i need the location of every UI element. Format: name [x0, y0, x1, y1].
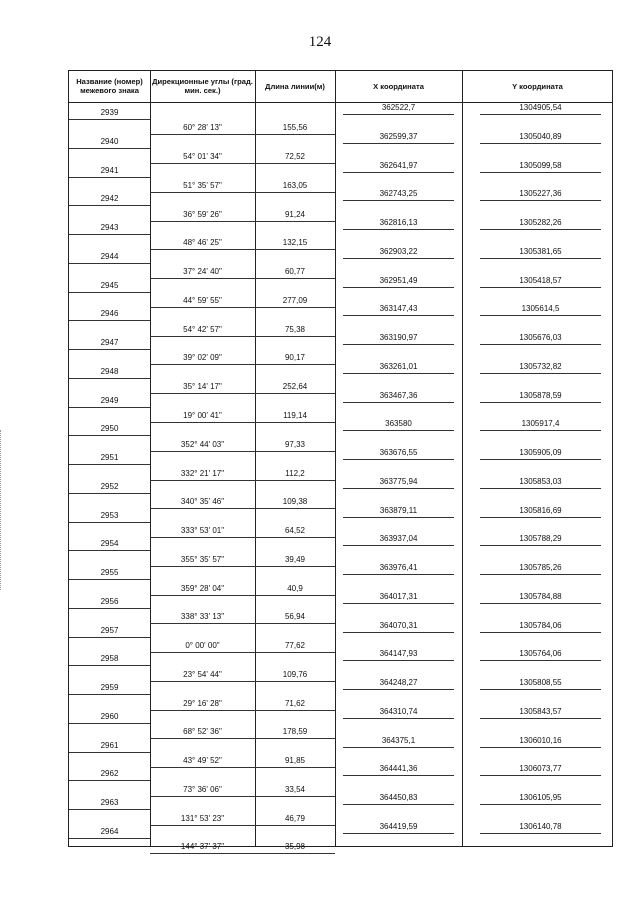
- row-underline: [150, 163, 255, 164]
- row-underline: [343, 402, 454, 403]
- row-underline: [150, 192, 255, 193]
- direction-angle: 333° 53' 01": [180, 526, 225, 536]
- direction-angle: 35° 14' 17": [183, 382, 222, 392]
- row-underline: [343, 804, 454, 805]
- line-length: 91,85: [284, 756, 306, 766]
- point-name: 2964: [100, 827, 119, 836]
- line-length: 90,17: [284, 353, 306, 363]
- row-underline: [150, 566, 255, 567]
- y-coordinate: 1305808,55: [519, 678, 562, 688]
- point-name: 2940: [100, 136, 119, 146]
- direction-angle: 23° 54' 44": [183, 669, 222, 679]
- line-length: 60,77: [284, 267, 306, 277]
- page-number: 124: [308, 34, 332, 50]
- y-coordinate: 1305614,5: [521, 304, 560, 314]
- point-name: 2944: [100, 251, 119, 261]
- row-underline: [69, 435, 150, 436]
- x-coordinate: 362599,37: [379, 131, 418, 141]
- header-y: Y координата: [512, 81, 563, 91]
- y-coordinate: 1305282,26: [519, 218, 562, 228]
- line-length: 46,79: [284, 813, 306, 823]
- row-underline: [69, 608, 150, 609]
- y-coordinate: 1305381,65: [519, 246, 562, 256]
- row-underline: [69, 579, 150, 580]
- row-underline: [343, 517, 454, 518]
- coordinates-table: [68, 70, 613, 852]
- row-underline: [343, 545, 454, 546]
- row-underline: [69, 378, 150, 379]
- scan-edge-mark: [0, 430, 4, 590]
- row-underline: [69, 752, 150, 753]
- x-coordinate: 363676,55: [379, 448, 418, 458]
- row-underline: [150, 422, 255, 423]
- row-underline: [480, 488, 601, 489]
- x-coordinate: 362743,25: [379, 189, 418, 199]
- row-underline: [150, 623, 255, 624]
- row-underline: [480, 718, 601, 719]
- row-underline: [255, 249, 335, 250]
- line-length: 132,15: [282, 238, 308, 248]
- row-underline: [343, 660, 454, 661]
- row-underline: [255, 307, 335, 308]
- header-length: Длина линии(м): [265, 81, 325, 91]
- y-coordinate: 1305099,58: [519, 160, 562, 170]
- y-coordinate: 1305676,03: [519, 333, 562, 343]
- row-underline: [150, 652, 255, 653]
- line-length: 119,14: [283, 410, 307, 420]
- y-coordinate: 1305784,06: [519, 620, 562, 630]
- y-coordinate: 1305732,82: [519, 361, 562, 371]
- direction-angle: 37° 24' 40": [183, 267, 222, 277]
- row-underline: [255, 738, 335, 739]
- row-underline: [150, 738, 255, 739]
- row-underline: [343, 114, 454, 115]
- row-underline: [343, 229, 454, 230]
- row-underline: [480, 200, 601, 201]
- row-underline: [343, 430, 454, 431]
- table-body: [69, 103, 612, 852]
- row-underline: [480, 430, 601, 431]
- direction-angle: 60° 28' 13": [183, 123, 222, 133]
- point-name: 2939: [100, 108, 119, 117]
- point-name: 2951: [100, 453, 119, 463]
- row-underline: [255, 853, 335, 854]
- line-length: 252,64: [282, 382, 308, 392]
- row-underline: [69, 148, 150, 149]
- direction-angle: 0° 00' 00": [185, 641, 220, 651]
- row-underline: [343, 689, 454, 690]
- row-underline: [150, 710, 255, 711]
- x-coordinate: 364017,31: [379, 591, 418, 601]
- row-underline: [343, 574, 454, 575]
- row-underline: [255, 221, 335, 222]
- direction-angle: 355° 35' 57": [180, 554, 225, 564]
- y-coordinate: 1305878,59: [519, 390, 562, 400]
- line-length: 71,62: [284, 698, 306, 708]
- row-underline: [150, 364, 255, 365]
- row-underline: [480, 574, 601, 575]
- row-underline: [480, 660, 601, 661]
- line-length: 33,54: [284, 784, 306, 794]
- x-coordinate: 364450,83: [379, 793, 418, 803]
- row-underline: [480, 833, 601, 834]
- line-length: 64,52: [284, 526, 306, 536]
- row-underline: [150, 508, 255, 509]
- direction-angle: 19° 00' 41": [183, 410, 222, 420]
- row-underline: [343, 200, 454, 201]
- y-coordinate: 1305040,89: [519, 131, 562, 141]
- row-underline: [150, 249, 255, 250]
- row-underline: [343, 747, 454, 748]
- direction-angle: 352° 44' 03": [180, 439, 225, 449]
- point-name: 2963: [100, 798, 119, 808]
- line-length: 163,05: [282, 180, 308, 190]
- point-name: 2942: [100, 194, 119, 204]
- point-name: 2957: [100, 625, 119, 635]
- row-underline: [343, 718, 454, 719]
- row-underline: [255, 767, 335, 768]
- row-underline: [69, 637, 150, 638]
- header-angles: Дирекционные углы (град. мин. сек.): [152, 77, 253, 95]
- row-underline: [343, 344, 454, 345]
- row-underline: [343, 488, 454, 489]
- direction-angle: 144° 37' 37": [180, 842, 225, 852]
- line-length: 178,59: [282, 727, 308, 737]
- x-coordinate: 363879,11: [379, 505, 418, 515]
- x-coordinate: 364070,31: [379, 620, 418, 630]
- y-coordinate: 1305816,69: [519, 505, 562, 515]
- row-underline: [343, 833, 454, 834]
- row-underline: [255, 393, 335, 394]
- point-name: 2960: [100, 711, 119, 721]
- row-underline: [480, 632, 601, 633]
- line-length: 109,76: [282, 669, 308, 679]
- y-coordinate: 1306073,77: [519, 764, 562, 774]
- line-length: 39,49: [284, 554, 306, 564]
- y-coordinate: 1306105,95: [519, 793, 562, 803]
- row-underline: [343, 632, 454, 633]
- point-name: 2962: [100, 769, 119, 779]
- y-coordinate: 1305788,29: [519, 534, 562, 544]
- line-length: 155,56: [282, 123, 308, 133]
- header-name: Название (номер) межевого знака: [76, 77, 143, 95]
- row-underline: [150, 681, 255, 682]
- point-name: 2945: [100, 280, 119, 290]
- point-name: 2947: [100, 338, 119, 348]
- direction-angle: 332° 21' 17": [180, 468, 225, 478]
- x-coordinate: 363580: [385, 419, 412, 429]
- direction-angle: 39° 02' 09": [183, 353, 222, 363]
- direction-angle: 51° 35' 57": [183, 180, 222, 190]
- direction-angle: 73° 36' 06": [183, 784, 222, 794]
- x-coordinate: 362903,22: [379, 246, 418, 256]
- row-underline: [480, 114, 601, 115]
- line-length: 91,24: [284, 209, 306, 219]
- y-coordinate: 1305843,57: [519, 706, 562, 716]
- direction-angle: 48° 46' 25": [183, 238, 222, 248]
- row-underline: [480, 459, 601, 460]
- x-coordinate: 363261,01: [379, 361, 418, 371]
- row-underline: [69, 464, 150, 465]
- row-underline: [480, 775, 601, 776]
- row-underline: [255, 566, 335, 567]
- header-x: X координата: [373, 81, 424, 91]
- row-underline: [255, 364, 335, 365]
- row-underline: [69, 694, 150, 695]
- x-coordinate: 364375,1: [381, 735, 416, 745]
- direction-angle: 131° 53' 23": [180, 813, 225, 823]
- x-coordinate: 364248,27: [379, 678, 418, 688]
- x-coordinate: 363190,97: [379, 333, 418, 343]
- row-underline: [69, 234, 150, 235]
- row-underline: [343, 172, 454, 173]
- point-name: 2946: [100, 309, 119, 319]
- row-underline: [150, 221, 255, 222]
- line-length: 112,2: [285, 468, 305, 478]
- row-underline: [69, 205, 150, 206]
- x-coordinate: 364147,93: [379, 649, 418, 659]
- point-name: 2953: [100, 510, 119, 520]
- y-coordinate: 1305418,57: [519, 275, 562, 285]
- x-coordinate: 363147,43: [379, 304, 418, 314]
- y-coordinate: 1305764,06: [519, 649, 562, 659]
- row-underline: [255, 192, 335, 193]
- point-name: 2954: [100, 539, 119, 549]
- row-underline: [480, 804, 601, 805]
- x-coordinate: 362951,49: [379, 275, 418, 285]
- x-coordinate: 363775,94: [379, 476, 418, 486]
- y-coordinate: 1305905,09: [519, 448, 562, 458]
- row-underline: [69, 349, 150, 350]
- row-underline: [255, 537, 335, 538]
- direction-angle: 29° 16' 28": [183, 698, 222, 708]
- y-coordinate: 1306140,78: [519, 822, 562, 831]
- x-coordinate: 363937,04: [379, 534, 418, 544]
- row-underline: [343, 775, 454, 776]
- line-length: 97,33: [284, 439, 306, 449]
- row-underline: [255, 134, 335, 135]
- y-coordinate: 1305853,03: [519, 476, 562, 486]
- row-underline: [255, 825, 335, 826]
- y-coordinate: 1305227,36: [519, 189, 562, 199]
- row-underline: [255, 508, 335, 509]
- row-underline: [69, 838, 150, 839]
- row-underline: [69, 493, 150, 494]
- row-underline: [480, 517, 601, 518]
- row-underline: [255, 681, 335, 682]
- y-coordinate: 1304905,54: [519, 103, 562, 112]
- row-underline: [480, 747, 601, 748]
- row-underline: [150, 537, 255, 538]
- direction-angle: 54° 01' 34": [183, 152, 222, 162]
- y-coordinate: 1305784,88: [519, 591, 562, 601]
- row-underline: [480, 344, 601, 345]
- row-underline: [69, 723, 150, 724]
- row-underline: [343, 459, 454, 460]
- direction-angle: 54° 42' 57": [183, 324, 222, 334]
- line-length: 56,94: [284, 612, 306, 622]
- row-underline: [150, 825, 255, 826]
- row-underline: [150, 393, 255, 394]
- y-coordinate: 1305785,26: [519, 563, 562, 573]
- row-underline: [480, 315, 601, 316]
- line-length: 35,98: [284, 842, 306, 852]
- row-underline: [480, 287, 601, 288]
- x-coordinate: 363976,41: [379, 563, 418, 573]
- row-underline: [480, 373, 601, 374]
- row-underline: [150, 307, 255, 308]
- y-coordinate: 1306010,16: [519, 735, 562, 745]
- row-underline: [69, 320, 150, 321]
- point-name: 2956: [100, 596, 119, 606]
- y-coordinate: 1305917,4: [521, 419, 560, 429]
- line-length: 109,38: [282, 497, 308, 507]
- row-underline: [69, 665, 150, 666]
- line-length: 277,09: [282, 295, 308, 305]
- line-length: 40,9: [287, 583, 303, 593]
- row-underline: [480, 603, 601, 604]
- row-underline: [150, 595, 255, 596]
- row-underline: [343, 287, 454, 288]
- line-length: 72,52: [284, 152, 306, 162]
- point-name: 2941: [100, 165, 119, 175]
- row-underline: [69, 780, 150, 781]
- row-underline: [150, 796, 255, 797]
- row-underline: [69, 550, 150, 551]
- line-length: 77,62: [284, 641, 306, 651]
- point-name: 2959: [100, 683, 119, 693]
- row-underline: [480, 143, 601, 144]
- x-coordinate: 364441,36: [379, 764, 418, 774]
- row-underline: [480, 545, 601, 546]
- direction-angle: 43° 49' 52": [183, 756, 222, 766]
- direction-angle: 340° 35' 46": [180, 497, 225, 507]
- row-underline: [343, 315, 454, 316]
- row-underline: [255, 623, 335, 624]
- row-underline: [255, 451, 335, 452]
- row-underline: [480, 229, 601, 230]
- row-underline: [255, 480, 335, 481]
- row-underline: [150, 767, 255, 768]
- row-underline: [255, 278, 335, 279]
- row-underline: [255, 796, 335, 797]
- direction-angle: 36° 59' 26": [183, 209, 222, 219]
- x-coordinate: 364310,74: [379, 706, 418, 716]
- x-coordinate: 362816,13: [379, 218, 418, 228]
- x-coordinate: 363467,36: [379, 390, 418, 400]
- point-name: 2949: [100, 395, 119, 405]
- row-underline: [343, 373, 454, 374]
- direction-angle: 359° 28' 04": [180, 583, 225, 593]
- row-underline: [255, 652, 335, 653]
- row-underline: [69, 263, 150, 264]
- row-underline: [343, 603, 454, 604]
- direction-angle: 44° 59' 55": [183, 295, 222, 305]
- row-underline: [150, 451, 255, 452]
- row-underline: [69, 119, 150, 120]
- x-coordinate: 364419,59: [379, 822, 418, 831]
- row-underline: [480, 172, 601, 173]
- point-name: 2958: [100, 654, 119, 664]
- point-name: 2952: [100, 481, 119, 491]
- point-name: 2961: [100, 740, 119, 750]
- row-underline: [255, 163, 335, 164]
- x-coordinate: 362522,7: [381, 103, 416, 112]
- point-name: 2950: [100, 424, 119, 434]
- row-underline: [255, 710, 335, 711]
- row-underline: [480, 402, 601, 403]
- row-underline: [150, 336, 255, 337]
- row-underline: [150, 134, 255, 135]
- row-underline: [343, 143, 454, 144]
- row-underline: [69, 292, 150, 293]
- point-name: 2948: [100, 366, 119, 376]
- x-coordinate: 362641,97: [379, 160, 418, 170]
- direction-angle: 68° 52' 36": [183, 727, 222, 737]
- row-underline: [343, 258, 454, 259]
- direction-angle: 338° 33' 13": [180, 612, 225, 622]
- row-underline: [69, 407, 150, 408]
- line-length: 75,38: [284, 324, 306, 334]
- row-underline: [255, 336, 335, 337]
- row-underline: [69, 177, 150, 178]
- row-underline: [480, 258, 601, 259]
- row-underline: [150, 278, 255, 279]
- point-name: 2955: [100, 568, 119, 578]
- row-underline: [69, 809, 150, 810]
- row-underline: [480, 689, 601, 690]
- row-underline: [255, 595, 335, 596]
- row-underline: [255, 422, 335, 423]
- row-underline: [69, 522, 150, 523]
- point-name: 2943: [100, 223, 119, 233]
- row-underline: [150, 480, 255, 481]
- row-underline: [150, 853, 255, 854]
